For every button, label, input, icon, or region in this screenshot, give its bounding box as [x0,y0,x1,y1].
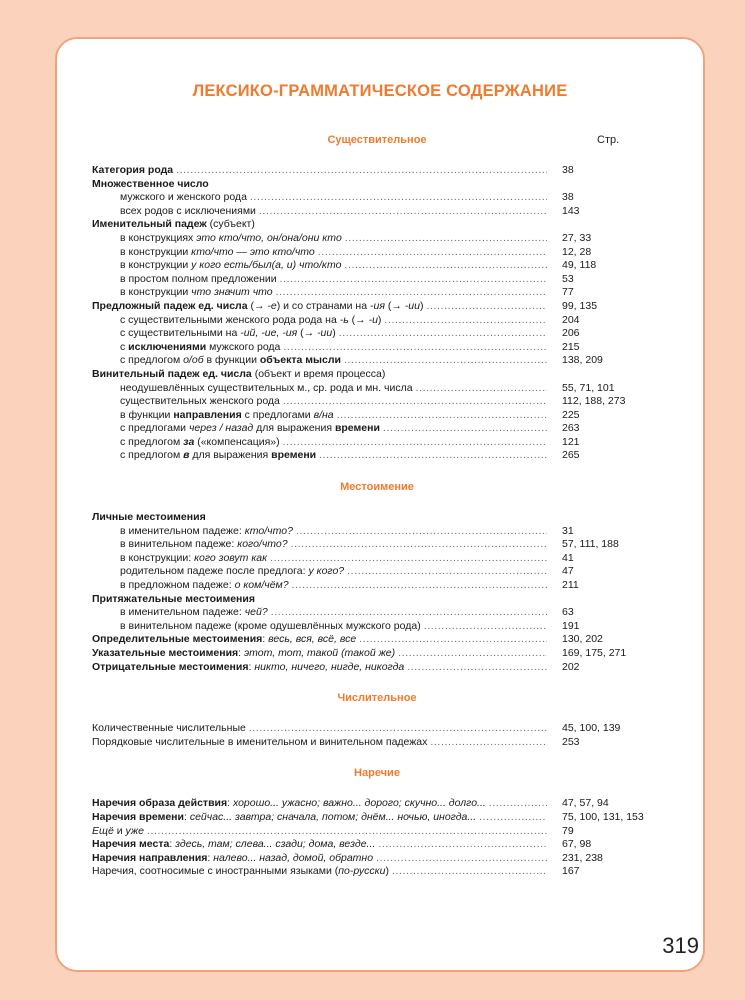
toc-entry-text: в/на [313,408,334,421]
toc-entry-text: мужского рода [206,340,281,353]
toc-entry-text: Указательные местоимения [92,647,239,659]
toc-entry-page [550,218,662,232]
toc-entry [92,593,662,607]
toc-entry [92,436,662,450]
toc-entry-page: 12, 28 [562,245,592,258]
toc-entry [92,736,662,750]
header-spacer [92,783,662,797]
toc-entry-label [92,205,256,219]
toc-entry-text: Количественные числительные [92,722,246,735]
toc-entry-text: -ия [370,299,385,312]
toc-entry-page: 112, 188, 273 [562,395,626,408]
toc-entry-text: неодушевлённых существительных м., ср. рода и мн. числа [120,381,413,394]
toc-entry [92,259,662,273]
toc-entry-label [92,838,375,852]
dot-leader [416,382,547,396]
toc-entry-text: это кто/что, он/она/они кто [196,231,342,244]
toc-entry-text: кто/что — это кто/что [191,245,315,258]
toc-entry-text: этот, тот, такой (такой же) [244,647,396,659]
toc-entry-label [92,865,389,879]
header-spacer [92,150,662,164]
toc-entry-text: о/об [183,354,204,367]
toc-entry-text: за [183,435,195,448]
toc-entry-text: в конструкции [120,286,192,299]
toc-entry [92,422,662,436]
toc-entry-text: (субъект) [206,218,255,231]
toc-entry-text: уже [125,824,144,837]
toc-entry-label [92,382,413,396]
toc-entry [92,565,662,579]
dot-leader [292,579,547,593]
toc-entry-text: для выражения [253,422,335,435]
toc-entry-text: в функции [203,354,260,367]
toc-entry-text: с предлогом [120,435,184,448]
toc-entry-page [550,511,662,525]
toc-entry-text: (→ [348,313,369,326]
dot-leader [291,538,547,552]
toc-entry-text: : [183,810,190,823]
toc-entry [92,286,662,300]
toc-entry-label [92,825,144,839]
toc-entry-text: времени [271,449,317,462]
toc-entry-page: 27, 33 [562,231,592,244]
toc-entry-text: (→ [247,299,268,312]
toc-entry [92,838,662,852]
toc-entry-label [92,327,336,341]
toc-entry-label [92,246,315,260]
toc-entry-page: 138, 209 [562,354,603,367]
toc-entry-text: ) [377,313,382,326]
toc-entry [92,661,662,675]
toc-entry-text: в именительном падеже: [120,606,245,619]
dot-leader [339,327,547,341]
toc-entry-page: 167 [562,865,580,878]
toc-entry-page: 38 [562,164,574,176]
toc-entry-page: 55, 71, 101 [562,381,615,394]
dot-leader [283,436,547,450]
toc-entry-text: в винительном падеже: [120,538,238,551]
toc-entry-page: 45, 100, 139 [562,722,621,735]
toc-entry-page: 99, 135 [562,299,598,312]
toc-entry-text: направления [173,408,242,421]
toc-entry-text: -ь [339,313,349,326]
dot-leader [407,661,547,675]
dot-leader [344,354,547,368]
toc-entry-page: 41 [562,551,574,564]
toc-entry-label [92,300,423,314]
toc-entry-text: мужского и женского рода [120,191,247,204]
toc-entry-text: Наречия, соотносимые с иностранными языками ( [92,865,339,878]
page-card [55,37,705,972]
toc-entry [92,409,662,423]
toc-entry-text: о ком/чём? [234,579,289,592]
toc-entry-text: существительных женского рода [120,395,280,408]
toc-entry-page: 211 [562,579,579,592]
toc-entry-label [92,525,293,539]
toc-entry-text: у кого есть/был(а, и) что/кто [191,259,342,272]
toc-entry-label [92,368,385,382]
toc-entry-label [92,633,356,647]
toc-entry-text: в конструкции [120,259,192,272]
toc-entry-label [92,314,381,328]
toc-entry-page: 63 [562,606,574,619]
toc-entry-label [92,422,380,436]
toc-entry-text: : [169,838,176,851]
dot-leader [276,286,547,300]
toc-entry-page: 225 [562,408,580,421]
toc-entry-text: Предложный падеж ед. числа [92,299,248,312]
toc-entry-text: кого зовут как [194,551,268,564]
toc-entry-label [92,811,476,825]
dot-leader [270,552,547,566]
dot-leader [271,606,547,620]
toc-entry-text: времени [334,422,380,435]
toc-entry-text: Наречия образа действия [92,797,228,810]
dot-leader [384,314,547,328]
toc-entry [92,341,662,355]
toc-entry [92,218,662,232]
toc-entry [92,246,662,260]
toc-entry-page: 263 [562,422,580,435]
toc-entry-page: 75, 100, 131, 153 [562,810,644,823]
header-spacer [92,708,662,722]
toc-entry-text: : [207,851,214,864]
dot-leader [378,838,547,852]
toc-entry-label [92,852,373,866]
toc-entry-text: с существительными женского рода рода на [120,313,340,326]
toc-entry-text: Наречия времени [92,810,184,823]
toc-entry [92,273,662,287]
dot-leader [283,395,547,409]
dot-leader [430,736,547,750]
dot-leader [249,722,547,736]
toc-entry [92,395,662,409]
toc-entry-text: всех родов с исключениями [120,204,256,217]
toc-entry-text: с предлогами [241,408,314,421]
toc-entry-label [92,273,277,287]
section-header [92,690,662,708]
section-header [92,479,662,497]
toc-entry-label [92,259,341,273]
dot-leader [296,525,547,539]
toc-entry-text: Отрицательные местоимения [92,660,249,673]
toc-entry-text: объекта мысли [259,354,341,367]
toc-entry-label [92,579,289,593]
toc-entry-text: кого/что? [237,538,288,551]
section-title: Местоимение [340,481,414,494]
toc-entry-text: в конструкции [120,245,192,258]
dot-leader [250,191,547,205]
toc-entry-text: с предлогом [120,449,184,462]
toc-entry [92,620,662,634]
toc-entry-label [92,606,268,620]
toc-entry-page: 38 [562,191,574,204]
toc-entry-text: в функции [120,408,174,421]
dot-leader [280,273,547,287]
toc-entry-page: 204 [562,313,580,326]
toc-entry-page: 47, 57, 94 [562,797,609,810]
toc-entry-text: -ии [404,299,420,312]
toc-entry-label [92,593,255,607]
toc-entry-text: в конструкциях [120,231,197,244]
toc-entry-page: 206 [562,327,580,340]
toc-entry-label [92,722,246,736]
toc-entry-label [92,436,280,450]
toc-entry-label [92,191,247,205]
toc-entry [92,178,662,192]
toc-entry [92,825,662,839]
toc-entry-page: 253 [562,735,580,748]
toc-entry [92,511,662,525]
toc-entry [92,811,662,825]
toc-entry-page: 191 [562,619,580,632]
toc-entry-label [92,354,341,368]
toc-entry-label [92,736,427,750]
section-header [92,765,662,783]
toc-entry-text: в простом полном предложении [120,272,277,285]
toc-entry-text: Винительный падеж ед. числа [92,367,252,380]
toc-entry-text: весь, вся, всё, все [268,633,357,646]
dot-leader [319,449,547,463]
dot-leader [347,565,547,579]
toc-entry-page [550,593,662,607]
dot-leader [147,825,547,839]
toc-entry-text: Наречия места [92,838,170,851]
toc-entry-page: 121 [562,435,580,448]
dot-leader [398,647,547,661]
toc-entry-text: в именительном падеже: [120,524,245,537]
toc-entry [92,633,662,647]
toc-entry-text: у кого? [308,565,345,578]
toc-entry-page: 53 [562,272,574,285]
dot-leader [489,797,547,811]
toc-entry-text: сейчас... завтра; сначала, потом; днём... ночью, иногда... [189,810,477,823]
dot-leader [424,620,547,634]
toc-entry [92,382,662,396]
toc-entry-text: ) [385,865,389,878]
toc-entry [92,797,662,811]
toc-entry [92,300,662,314]
dot-leader [376,852,547,866]
dot-leader [426,300,547,314]
dot-leader [318,246,547,260]
toc-entry-text: Категория рода [92,164,174,176]
dot-leader [392,865,547,879]
toc-entry-label [92,178,209,192]
toc-entry-page: 130, 202 [562,633,603,646]
toc-entry-text: : [248,660,255,673]
toc-entry-text: в конструкции: [120,551,195,564]
toc-entry-text: с [120,340,129,353]
toc-entry [92,327,662,341]
toc-entry-page: 143 [562,204,580,217]
table-of-contents [92,132,662,879]
toc-entry-page: 169, 175, 271 [562,647,627,659]
toc-entry-text: с предлогами [120,422,189,435]
section-title: Наречие [354,767,400,780]
toc-entry-label [92,511,206,525]
dot-leader [344,259,547,273]
toc-entry-label [92,797,486,811]
toc-entry-text: ) [419,299,424,312]
toc-entry-text: (объект и время процесса) [251,367,386,380]
toc-entry-text: налево... назад, домой, обратно [213,851,374,864]
toc-entry [92,647,662,661]
toc-entry-text: Множественное число [92,177,209,190]
toc-entry-text: Именительный падеж [92,218,207,231]
toc-entry-text: -е [267,299,277,312]
toc-entry-page [550,178,662,192]
toc-entry-text: в [183,449,190,462]
toc-entry [92,722,662,736]
toc-entry-text: : [262,633,269,646]
dot-leader [345,232,547,246]
toc-entry-label [92,286,273,300]
dot-leader [259,205,547,219]
toc-entry-text: -и [368,313,378,326]
toc-entry [92,232,662,246]
toc-entry-page: 31 [562,524,574,537]
toc-entry [92,368,662,382]
toc-entry-label [92,218,255,232]
toc-entry-label [92,164,173,178]
toc-entry-page: 47 [562,565,574,578]
toc-entry [92,606,662,620]
toc-entry [92,852,662,866]
toc-entry-page: 265 [562,449,580,462]
toc-entry-text: для выражения [189,449,272,462]
toc-entry-text: Притяжательные местоимения [92,592,255,605]
toc-entry-text: : [238,647,245,659]
toc-entry [92,865,662,879]
toc-entry [92,191,662,205]
toc-entry-text: никто, ничего, нигде, никогда [254,660,405,673]
toc-entry-page: 77 [562,286,574,299]
toc-entry-text: (→ [297,327,318,340]
toc-entry-text: с существительными на [120,327,241,340]
toc-entry-text: : [227,797,233,810]
toc-entry [92,164,662,178]
toc-entry-page: 231, 238 [562,851,603,864]
toc-entry-text: Определительные местоимения [92,633,263,646]
toc-entry-text: по-русски [338,865,386,878]
section-spacer [92,674,662,690]
toc-entry-text: («компенсация») [194,435,280,448]
toc-entry-page: 215 [562,340,580,353]
toc-entry [92,354,662,368]
section-title: Числительное [337,692,417,705]
page-title: ЛЕКСИКО-ГРАММАТИЧЕСКОЕ СОДЕРЖАНИЕ [192,82,568,100]
toc-entry-label [92,449,316,463]
toc-entry-text: родительном падеже после предлога: [120,565,309,578]
toc-entry [92,314,662,328]
toc-entry-page [550,368,662,382]
toc-entry-text: чей? [244,606,268,619]
toc-entry-text: Наречия направления [92,851,208,864]
toc-entry-label [92,620,421,634]
toc-entry [92,552,662,566]
toc-entry-text: и [113,824,126,837]
dot-leader [337,409,547,423]
toc-entry-label [92,409,334,423]
toc-entry [92,538,662,552]
toc-entry-text: -ии [317,327,333,340]
toc-entry-text: через / назад [188,422,254,435]
page-number: 319 [662,933,699,958]
toc-entry-page: 49, 118 [562,259,597,272]
toc-entry-text: Личные местоимения [92,511,206,524]
toc-entry-label [92,661,404,675]
toc-entry [92,205,662,219]
dot-leader [283,341,547,355]
toc-entry-text: кто/что? [244,524,293,537]
dot-leader [479,811,547,825]
toc-entry-label [92,395,280,409]
toc-entry-page: 57, 111, 188 [562,538,619,551]
toc-entry-text: с предлогом [120,354,184,367]
toc-entry-text: ) [332,327,336,340]
toc-entry [92,525,662,539]
toc-entry-text: здесь, там; слева... сзади; дома, везде... [175,838,376,851]
toc-entry-text: Ещё [92,824,114,837]
toc-entry [92,579,662,593]
toc-entry-text: Порядковые числительные в именительном и винительном падежах [92,735,428,748]
header-spacer [92,497,662,511]
section-spacer [92,749,662,765]
section-spacer [92,463,662,479]
section-title: Существительное [327,134,427,146]
toc-entry-label [92,538,288,552]
toc-entry-text: в винительном падеже (кроме одушевлённых мужского рода) [120,619,421,632]
toc-entry-label [92,647,395,661]
toc-entry-text: что значит что [191,286,273,299]
page-column-label: Стр. [597,134,620,146]
toc-entry-label [92,565,344,579]
dot-leader [383,422,547,436]
toc-entry-label [92,232,342,246]
toc-entry-text: в предложном падеже: [120,579,235,592]
toc-entry-label [92,552,267,566]
toc-entry-text: (→ [384,299,405,312]
toc-entry-text: -ий, -ие, -ия [240,327,298,340]
toc-entry-page: 202 [562,660,580,673]
toc-entry [92,449,662,463]
dot-leader [359,633,547,647]
toc-entry-text: хорошо... ужасно; важно... дорого; скучно... долго... [232,797,486,810]
section-header [92,132,662,150]
dot-leader [176,164,547,178]
toc-entry-label [92,341,280,355]
toc-entry-page: 79 [562,824,574,837]
toc-entry-text: ) и со странами на [276,299,370,312]
toc-entry-page: 67, 98 [562,838,592,851]
toc-entry-text: исключениями [128,340,207,353]
